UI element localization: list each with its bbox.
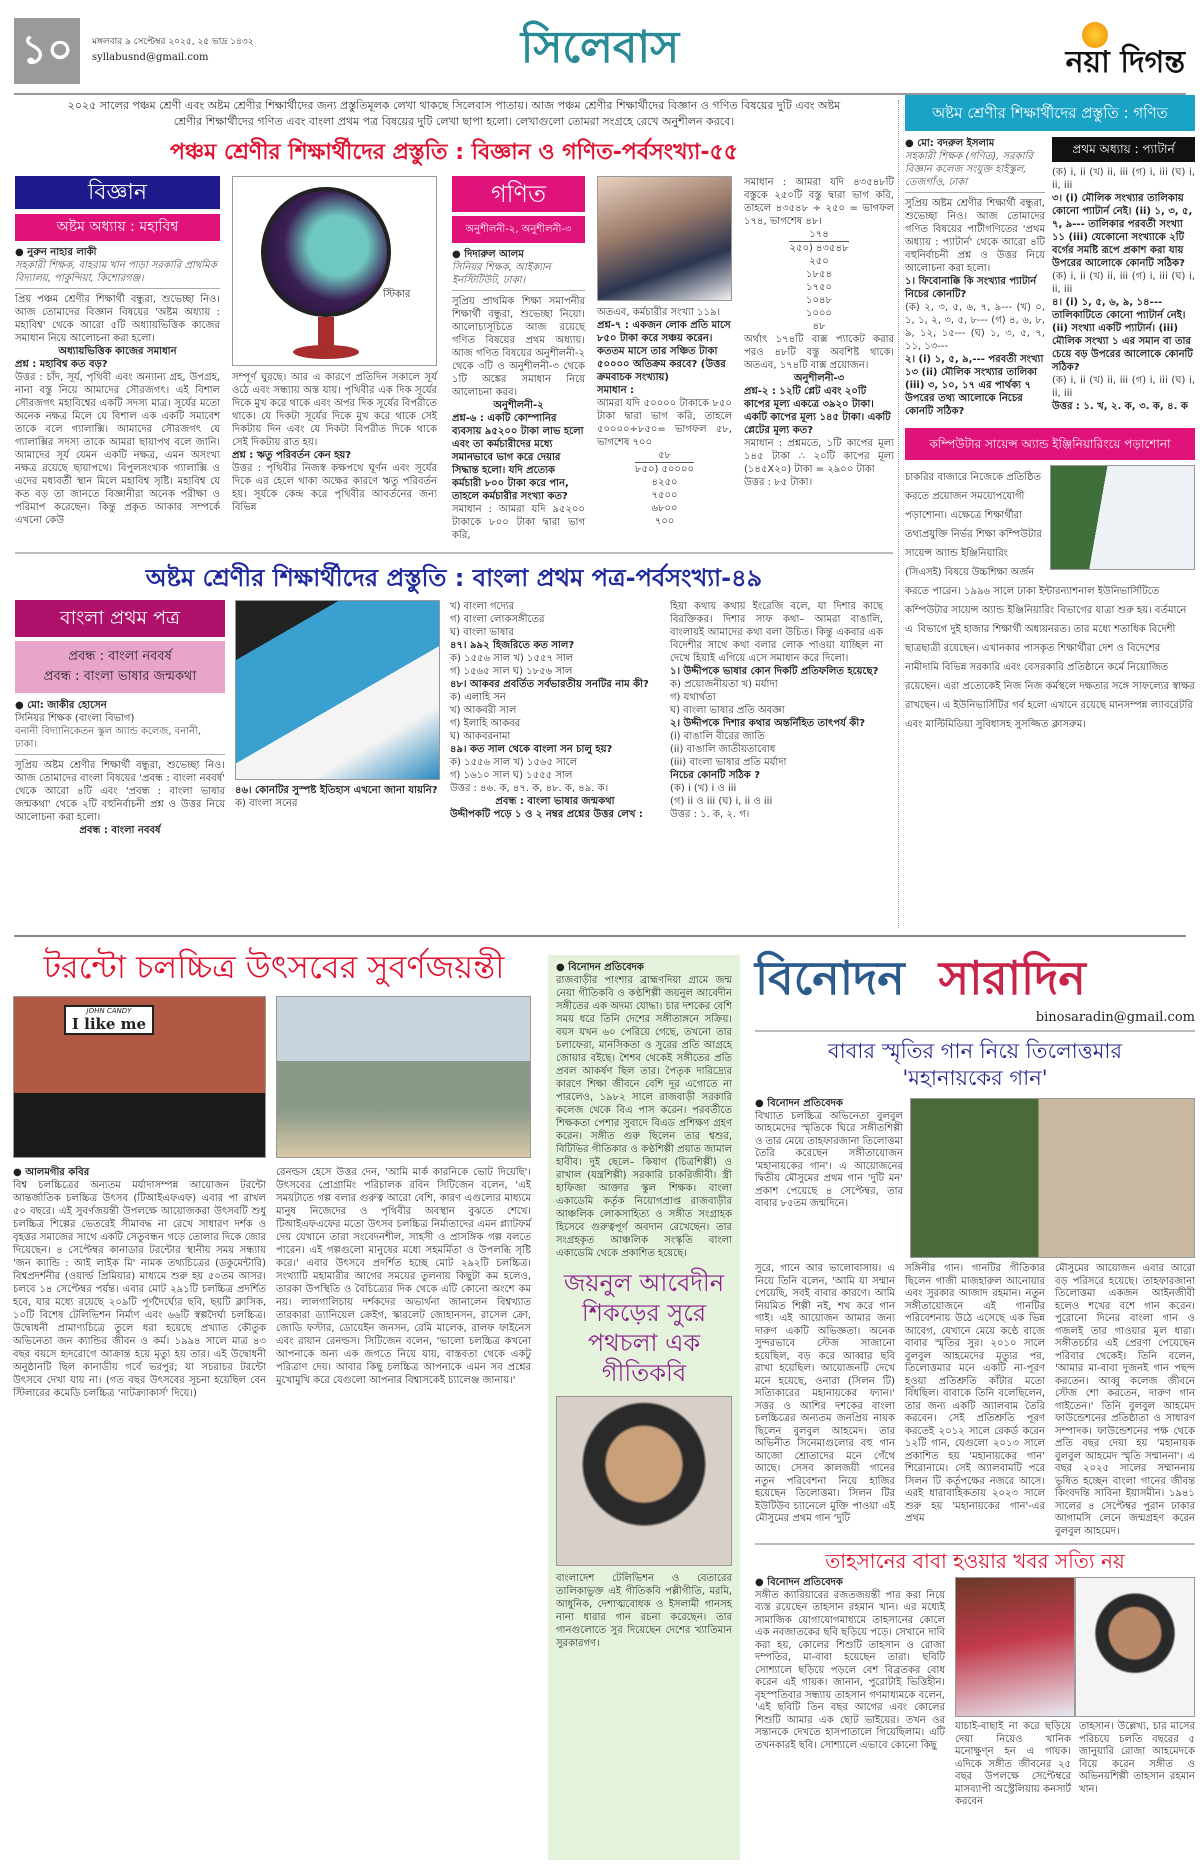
option: গ) ১৬১০ সাল ঘ) ১৫৫৫ সাল xyxy=(450,770,573,781)
solution-label: সমাধান : xyxy=(597,385,635,396)
exercise-title: অনুশীলনী-২ xyxy=(493,400,544,411)
option: (i) বাঙালি বীরের জাতি xyxy=(670,731,765,742)
question: ২। উদ্দীপকে দিশার কথার অন্তর্নিহিত তাৎপর্য কী? xyxy=(670,718,866,729)
question: প্রশ্ন-৬ : একটি কোম্পানির ব্যবসায় ৯৫২০০ টাকা লাভ হলো এবং তা কর্মচারীদের মধ্যে সমানভাবে ভাগ করে দেয়ার সিদ্ধান্ত হলো। যদি প্রত্যেক কর্মচারী ৮০০ টাকা করে পান, তাহলে কর্মচারীর সংখ্যা কত? xyxy=(452,413,584,502)
right-column xyxy=(905,95,1195,731)
option: গ) যথার্থতা xyxy=(670,692,716,703)
option: গ) বাংলা লোকসঙ্গীতের xyxy=(450,614,545,625)
question: প্রশ্ন : ঋতু পরিবর্তন কেন হয়? xyxy=(232,450,352,461)
option: (ক) i (খ) i ও iii xyxy=(670,783,737,794)
science-body xyxy=(15,246,220,527)
bangla-body xyxy=(15,699,225,837)
options: (ক) i, ii (খ) ii, iii (গ) i, iii (ঘ) i, ii, iii xyxy=(1052,167,1195,191)
math-chapter-banner: অনুশীলনী-২, অনুশীলনী-৩ xyxy=(452,216,585,243)
sign-small-text: JOHN CANDY xyxy=(86,1007,132,1015)
math-article-col3 xyxy=(744,176,894,489)
class5-headline: পঞ্চম শ্রেণীর শিক্ষার্থীদের প্রস্তুতি : বিজ্ঞান ও গণিত-পর্বসংখ্যা-৫৫ xyxy=(169,140,739,165)
division-line: ১০৪৮ xyxy=(806,295,832,306)
section-email: syllabusnd@gmail.com xyxy=(92,52,209,63)
tilottama-col1: সুরে, গানে আর ভালোবাসায়। এ নিয়ে তিনি বলেন, 'আমি যা সম্মান পেয়েছি, সবই বাবার কারণে। আমি নিয়মিত শিল্পী নই, শখ করে গান গাই। এই আয়োজন আমার জন্য দারুণ একটি অভিজ্ঞতা। অনেক সুন্দরভাবে স্টেজ সাজানো হয়েছিল, বড় করে আব্বার ছবি রাখা হয়েছিল। আয়োজনটি দেখে মনে হয়েছে, ওনারা (সিলন টি) সত্যিকারের মহানায়কের ফ্যান।' সত্তর ও আশির দশকের বাংলা চলচ্চিত্রের অন্যতম জনপ্রিয় নায়ক ছিলেন বুলবুল আহমেদ। তার অভিনীত সিনেমাগুলোর বহু গান আজো শ্রোতাদের মনে গেঁথে আছে। সেসব কালজয়ী গানের নতুন পরিবেশনা নিয়ে হাজির হয়েছেন তিলোত্তমা। সিলন টির ইউটিউব চ্যানেলে মুক্তি পাওয়া এই মৌসুমের প্রথম গান 'দুটি xyxy=(755,1263,895,1524)
answer: উত্তর : পৃথিবীর নিজস্ব কক্ষপথে ঘূর্ণন এবং সূর্যের দিকে এর হেলে থাকা অক্ষের কারণে ঋতু পরিবর্তন হয়। সূর্যকে কেন্দ্র করে পৃথিবীর আবর্তনের জন্য বিভিন্ন xyxy=(232,463,437,513)
tahsan-photos xyxy=(955,1577,1195,1717)
math-subject-banner: গণিত xyxy=(452,176,585,212)
left-main-area xyxy=(15,98,893,837)
column-divider xyxy=(898,100,899,928)
author-name: ● বিনোদন প্রতিবেদক xyxy=(556,961,732,974)
option: (ii) বাঙালি জাতীয়তাবোধ xyxy=(670,744,776,755)
solution: সমাধান : প্রশ্নমতে, ১টি কাপের মূল্য ১৪৫ টাকা ∴ ২০টি কাপের মূল্য (১৪৫X২০) টাকা = ২৯০০ টাকা xyxy=(744,438,894,475)
newspaper-logo: নয়া দিগন্ত xyxy=(1065,45,1185,80)
solution: আমরা যদি ৫০০০০ টাকাকে ৮৫০ টাকা দ্বারা ভাগ করি, তাহলে ৫০০০০÷৮৫০= ভাগফল ৫৮, ভাগশেষ ৭০০ xyxy=(597,398,732,448)
zainul-portrait xyxy=(556,1396,732,1566)
article-intro: সুপ্রিয় প্রাথমিক শিক্ষা সমাপনীর শিক্ষার্থী বন্ধুরা, শুভেচ্ছা নিয়ো। আলোচ্যসূচিতে আজ রয়েছে গণিত বিষয়ের প্রথম অধ্যায়। আজ গণিত বিষয়ের অনুশীলনী-২ থেকে ৩টি ও অনুশীলনী-৩ থেকে ১টি অঙ্কের সমাধান নিয়ে আলোচনা করব। xyxy=(452,296,585,398)
chapter-banner: প্রথম অধ্যায় : প্যাটার্ন xyxy=(1052,137,1195,162)
option: গ) ইলাহি আকবর xyxy=(450,718,521,729)
question: প্রশ্ন-২ : ১২টি প্লেট এবং ২০টি কাপের মূল্য একত্রে ৩৯২০ টাকা। একটি কাপের মূল্য ১৪৫ টাকা। একটি প্লেটের মূল্য কত? xyxy=(744,386,891,436)
stimulus-prompt: উদ্দীপকটি পড়ে ১ ও ২ নম্বর প্রশ্নের উত্তর লেখ : xyxy=(450,809,643,820)
bangla-subject-banner: বাংলা প্রথম পত্র xyxy=(15,600,225,637)
question: ৪৯। কত সাল থেকে বাংলা সন চালু হয়? xyxy=(450,744,613,755)
class8-bangla-headline: অষ্টম শ্রেণীর শিক্ষার্থীদের প্রস্তুতি : বাংলা প্রথম পত্র-পর্বসংখ্যা-৪৯ xyxy=(145,564,763,592)
option: (গ) ii ও iii (ঘ) i, ii ও iii xyxy=(670,796,773,807)
author-name: ● বিনোদন প্রতিবেদক xyxy=(755,1577,945,1590)
result: অতএব, কর্মচারীর সংখ্যা ১১৯। xyxy=(597,307,721,318)
article-text: বিখ্যাত চলচ্চিত্র অভিনেতা বুলবুল আহমেদের স্মৃতিকে ঘিরে সঙ্গীতশিল্পী ও তার মেয়ে তাহফারজানা তিলোত্তমা তৈরি করেছেন সঙ্গীতায়োজন 'মহানায়কের গান'। এ আয়োজনের দ্বিতীয় মৌসুমের প্রথম গান 'দুটি মন' প্রকাশ পেয়েছে ৪ সেপ্টেম্বর, তার বাবার ৮৫তম জন্মদিনে। xyxy=(755,1110,903,1209)
class8-math-banner: অষ্টম শ্রেণীর শিক্ষার্থীদের প্রস্তুতি : গণিত xyxy=(905,95,1195,131)
division-line: ১৮৫৪ xyxy=(806,269,832,280)
tiff-headline: টরন্টো চলচ্চিত্র উৎসবের সুবর্ণজয়ন্তী xyxy=(43,948,505,986)
story-divider xyxy=(755,1543,1195,1545)
binodon-section xyxy=(755,946,1195,1809)
division-line: ৪৮ xyxy=(812,321,826,332)
answer: উত্তর : ৮৫ টাকা। xyxy=(744,477,813,488)
question: ৪৮। আকবর প্রবর্তিত সর্বভারতীয় সনটির নাম কী? xyxy=(450,679,649,690)
page-divider xyxy=(14,935,1186,937)
tilottama-col2: সঙ্গিনীর গান। গানটির গীতিকার ছিলেন গাজী মাজহারুল আনোয়ার এবং সুরকার আজাদ রহমান। নতুন সঙ্গীতায়োজনে এই গানটির পরিবেশনায় উঠে এসেছে এক ভিন্ন আবেগ, যেখানে মেয়ে কণ্ঠে বাজে বাবার স্মৃতির সুর। ২০১০ সালে বুলবুল আহমেদের মৃত্যুর পর, তিলোত্তমার মনে একটি না-পূরণ হওয়া প্রতিশ্রুতি কাঁটার মতো বিঁধছিল। বাবাকে তিনি বলেছিলেন, তার জন্য একটি অ্যালবাম তৈরি করবেন। সেই প্রতিশ্রুতি পূরণ করতেই ২০১২ সালে রেকর্ড করেন ১২টি গান, যেগুলো ২০১৩ সালে প্রকাশিত হয় 'মহানায়কের গান' শিরোনামে। সেই অ্যালবামটি পরে সিলন টি কর্তৃপক্ষের নজরে আসে। এরই ধারাবাহিকতায় ২০২৩ সালে শুরু হয় 'মহানায়কের গান'-এর প্রথম xyxy=(905,1263,1045,1524)
author-name: ● বিনোদন প্রতিবেদক xyxy=(755,1098,903,1111)
bangla-article xyxy=(15,600,225,837)
tahsan-col3: তাহসান। উল্লেখ্য, চার মাসের পরিচয়ে চলতি বছরের ৫ জানুয়ারি রোজা আহমেদকে বিয়ে করেন সঙ্গীত ও অভিনয়শিল্পী তাহসান রহমান খান। xyxy=(1079,1721,1195,1795)
options: (ক) i, ii (খ) ii, iii (গ) i, iii (ঘ) i, ii, iii xyxy=(1052,375,1195,399)
question: নিচের কোনটি সঠিক ? xyxy=(670,770,761,781)
option: খ) বাংলা গদ্যের xyxy=(450,601,515,612)
option: ক) এলাহি সন xyxy=(450,692,506,703)
john-candy-premiere-photo xyxy=(13,996,266,1158)
exercise-title: অনুশীলনী-৩ xyxy=(793,373,845,384)
math-body xyxy=(452,248,585,542)
question: ১। উদ্দীপকে ভাষার কোন দিকটি প্রতিফলিত হয়েছে? xyxy=(670,666,879,677)
math-article-col2 xyxy=(597,176,732,528)
options: (ক) ২, ৩, ৫, ৬, ৭, ৯--- (খ) ০, ১, ১, ২, ৩, ৫, ৮--- (গ) ৪, ৬, ৮, ৯, ১২, ১৫--- (ঘ) ১, ৩, ৫, ৭, ১১, ১৩--- xyxy=(905,302,1045,352)
option: ক) ১৫৫৬ সাল খ) ১৫৬৫ সালে xyxy=(450,757,578,768)
section-logo: সিলেবাস xyxy=(520,22,680,73)
tahsan-right xyxy=(955,1577,1195,1809)
option: ঘ) বাংলা ভাষার xyxy=(450,627,514,638)
zainul-headline: জয়নুল আবেদীন শিকড়ের সুরে পথচলা এক গীতিকবি xyxy=(563,1269,725,1387)
long-division xyxy=(744,228,894,333)
author-name: ● মো: জাকীর হোসেন xyxy=(15,699,225,712)
option: ক) ১৫৫৬ সাল খ) ১৫৫৭ সাল xyxy=(450,653,574,664)
division-line: ৫৮ xyxy=(658,450,671,461)
tahsan-portrait xyxy=(1075,1577,1195,1717)
author-affiliation: বনানী বিদ্যানিকেতন স্কুল অ্যান্ড কলেজ, বনানী, ঢাকা। xyxy=(15,725,225,755)
science-article-col2 xyxy=(232,176,437,514)
author-name: ● নুরুন নাহার লাকী xyxy=(15,246,220,259)
globe-icon xyxy=(261,187,391,317)
question: ৪৬। কোনটির সুস্পষ্ট ইতিহাস এখনো জানা যায়নি? xyxy=(235,785,438,796)
question: প্রশ্ন : মহাবিশ্ব কত বড়? xyxy=(15,359,108,370)
option: ক) প্রয়োজনীয়তা খ) মর্যাদা xyxy=(670,679,778,690)
article-intro: সুপ্রিয় অষ্টম শ্রেণীর শিক্ষার্থী বন্ধুরা, শুভেচ্ছা নিও। আজ তোমাদের গণিত বিষয়ের পাটীগণিতের 'প্রথম অধ্যায় : প্যাটার্ন' থেকে আরো ৪টি বহুনির্বাচনী প্রশ্ন ও উত্তর নিয়ে আলোচনা করা হলো। xyxy=(905,198,1045,274)
bangla-col2 xyxy=(450,600,660,821)
cse-text: চাকরির বাজারে নিজেকে প্রতিষ্ঠিত করতে প্রয়োজন সময়োপযোগী পড়াশোনা। এক্ষেত্রে শিক্ষার্থীরা তথ্যপ্রযুক্তি নির্ভর শিক্ষা কম্পিউটার সায়েন্স অ্যান্ড ইঞ্জিনিয়ারিং (সিএসই) বিষয়ে উচ্চশিক্ষা অর্জন করতে পারেন। ১৯৯৬ সালে ঢাকা ইন্টারন্যাশনাল ইউনিভার্সিটিতে কম্পিউটার সায়েন্স অ্যান্ড ইঞ্জিনিয়ারিং বিভাগের যাত্রা শুরু হয়। বর্তমানে এ xyxy=(905,472,1187,635)
question: ২। (i) ১, ৫, ৯,--- পরবর্তী সংখ্যা ১৩ (ii) মৌলিক সংখ্যার তালিকা (iii) ৩, ১০, ১৭ এর পার্থক্য ৭ উপরের তথ্য আলোকে নিচের কোনটি সঠিক? xyxy=(905,354,1044,417)
article-text: সঙ্গীত ক্যারিয়ারের রজতজয়ন্তী পার করা নিয়ে ব্যস্ত রয়েছেন তাহসান রহমান খান। এর মধ্যেই সামাজিক যোগাযোগমাধ্যমে তাহসানের কোলে এক নবজাতকের ছবি ছড়িয়ে পড়ে। সেখানে দাবি করা হয়, কোলের শিশুটি তাহসান ও রোজা দম্পতির, মা-বাবা হয়েছেন তারা। ছবিটি সোশ্যালে ছড়িয়ে পড়লে বেশ বিব্রতকর বোধ করেন এই গায়ক। জানান, পুরোটাই ভিত্তিহীন। বৃহস্পতিবার সন্ধ্যায় তাহসান গণমাধ্যমকে বলেন, 'এই ছবিটি তিন বছর আগের এবং কোলের শিশুটি আমার এক ছোট ভাইয়ের। তখন ওর সন্তানকে দেখতে হাসপাতালে গিয়েছিলাম। এটি তখনকারই ছবি। সোশ্যালে এভাবে কোনো কিছু xyxy=(755,1589,945,1751)
section-divider xyxy=(15,552,893,554)
students-photo xyxy=(597,176,732,301)
question: ৪। (i) ১, ৫, ৬, ৯, ১৪--- তালিকাটিতে কোনো প্যাটার্ন নেই। (ii) সংখ্যা একটি প্যাটার্ন। (iii) মৌলিক সংখ্যা ১ এর সমান বা তার চেয়ে বড় উপরের আলোকে কোনটি সঠিক? xyxy=(1052,297,1193,373)
science-chapter-banner: অষ্টম অধ্যায় : মহাবিশ্ব xyxy=(15,214,220,241)
cse-text-continued: বিভাগে দুই হাজার শিক্ষার্থী অধ্যয়নরত। তার মধ্যে শতাধিক বিদেশী ছাত্রছাত্রী রয়েছেন। এখানকার পাসকৃত শিক্ষার্থীরা দেশ ও বিদেশের নামীদামি বিভিন্ন সরকারি এবং বেসরকারি প্রতিষ্ঠানে কর্মে নিয়োজিত রয়েছেন। এরা প্রত্যেকেই নিজ নিজ কর্মস্থলে দক্ষতার সঙ্গে সাফল্যের স্বাক্ষর রাখছেন। এ ইউনিভার্সিটির গর্ব হলো এখানে রয়েছে মানসম্পন্ন ল্যাবরেটরি এবং মাল্টিমিডিয়া সুবিধাসহ সুসজ্জিত ক্লাসরুম। xyxy=(905,624,1195,730)
bangla-photo-col xyxy=(235,600,440,810)
tilottama-bulbul-photo xyxy=(910,1098,1195,1258)
logo-part-2: সারাদিন xyxy=(938,951,1086,1005)
answer: উত্তর : ৪৬. ক, ৪৭. ক, ৪৮. ক, ৪৯. ক। xyxy=(450,783,609,794)
tilottama-columns xyxy=(755,1263,1195,1538)
globe-stand xyxy=(318,317,334,347)
option: খ) আকবরী সাল xyxy=(450,705,517,716)
option: ক) বাংলা সনের xyxy=(235,798,298,809)
bangla-row xyxy=(15,600,893,837)
intro-text: ২০২৫ সালের পঞ্চম শ্রেণী এবং অষ্টম শ্রেণীর শিক্ষার্থীদের জন্য প্রস্তুতিমূলক লেখা থাকছে সিলেবাস পাতায়। আজ পঞ্চম শ্রেণীর শিক্ষার্থীদের বিজ্ঞান ও গণিত বিষয়ের দুটি এবং অষ্টম শ্রেণীর শিক্ষার্থীদের গণিত এবং বাংলা প্রথম পত্র বিষয়ের দুটি লেখা ছাপা হলো। লেখাগুলো তোমরা সংগ্রহে রেখে অনুশীলন করবে। xyxy=(67,99,841,128)
division-line: ১৭৫০ xyxy=(806,282,832,293)
division-line: ২৫০) ৪৩৫৪৮ xyxy=(789,243,849,254)
article-intro: প্রিয় পঞ্চম শ্রেণীর শিক্ষার্থী বন্ধুরা, শুভেচ্ছা নিও। আজ তোমাদের বিজ্ঞান বিষয়ের 'অষ্টম অধ্যায় : মহাবিশ্ব' থেকে আরো ৫টি অধ্যায়ভিত্তিক কাজের সমাধান নিয়ে আলোচনা করা হলো। xyxy=(15,294,220,344)
tiff-text xyxy=(13,1166,535,1400)
tilottama-top xyxy=(755,1098,1195,1258)
zainul-feature-box xyxy=(548,955,740,1860)
class8-math-body xyxy=(905,137,1195,418)
tilottama-col3: মৌসুমের আয়োজন এবার আরো বড় পরিসরে হয়েছে। তাহফারজানা তিলোত্তমা একজন আইনজীবী হলেও শখের বশে গান করেন। পুরোনো দিনের বাংলা গান ও গজলই তার গাওয়ার মূল ধারা। সঙ্গীতচর্চার এই প্রেরণা পেয়েছেন পরিবার থেকেই। তিনি বলেন, 'আমার মা-বাবা দুজনই গান পছন্দ করতেন। আব্বু কলেজ জীবনে স্টেজ শো করতেন, দারুণ গান গাইতেন।' তিনি বুলবুল আহমেদ ফাউন্ডেশনের প্রতিষ্ঠাতা ও সাধারণ সম্পাদক। ফাউন্ডেশনের পক্ষ থেকে প্রতি বছর দেয়া হয় 'মহানায়ক বুলবুল আহমেদ স্মৃতি সম্মাননা'। এ বছর ২০২৫ সালের সম্মাননায় ভূষিত হচ্ছেন বাংলা গানের জীবন্ত কিংবদন্তি সাবিনা ইয়াসমীন। ১৯৪১ সালের ৪ সেপ্টেম্বর পুরান ঢাকার আগামসি লেনে জন্মগ্রহণ করেন বুলবুল আহমেদ। xyxy=(1055,1263,1195,1537)
options: (ক) i, ii (খ) ii, iii (গ) i, iii (ঘ) i, ii, iii xyxy=(1052,271,1195,295)
science-subject-banner: বিজ্ঞান xyxy=(15,176,220,209)
division-line: ১০০০ xyxy=(806,308,832,319)
author-name: ● দিদারুল আলম xyxy=(452,248,585,261)
tahsan-newborn-photo xyxy=(955,1577,1075,1717)
option: (iii) বাংলা ভাষার প্রতি মর্যাদা xyxy=(670,757,787,768)
tahsan-text-row xyxy=(955,1721,1195,1809)
author-affiliation: সহকারী শিক্ষক, বাহরাম খান পাড়া সরকারি প্রাথমিক বিদ্যালয়, পাকুন্দিয়া, কিশোরগঞ্জ। xyxy=(15,259,220,289)
class8-math-col1 xyxy=(905,137,1045,418)
question: প্রশ্ন-৭ : একজন লোক প্রতি মাসে ৮৫০ টাকা করে সঞ্চয় করেন। কততম মাসে তার সঞ্চিত টাকা ৫০০০০ অতিক্রম করবে? (উত্তর ক্রমবাচক সংখ্যায়) xyxy=(597,320,731,383)
division-line: ৭০০ xyxy=(654,516,675,527)
section-title: অধ্যায়ভিত্তিক কাজের সমাধান xyxy=(58,346,177,357)
schoolgirls-photo xyxy=(235,600,440,780)
question: ৩। (i) মৌলিক সংখ্যার তালিকায় কোনো প্যাটার্ন নেই। (ii) ১, ৩, ৫, ৭, ৯--- তালিকার পরবর্তী সংখ্যা ১১ (iii) যেকোনো সংখ্যাকে ২টি বর্গের সমষ্টি রূপে প্রকাশ করা যায় উপরের আলোকে কোনটি সঠিক? xyxy=(1052,193,1193,269)
stimulus-text: হিয়া কথায় কথায় ইংরেজি বলে, যা দিশার কাছে বিরক্তিকর। দিশার সাফ কথা– আমরা বাঙালি, বাংলায়ই আমাদের কথা বলা উচিত। কিন্তু একবার এক বিদেশীর সাথে কথা বলার লোক পাওয়া যাচ্ছিল না দেখে হিয়াই এগিয়ে এসে সমাধান করে দিলো। xyxy=(670,601,883,664)
issue-date: মঙ্গলবার ৯ সেপ্টেম্বর ২০২৫, ২৫ ভাদ্র ১৪৩২ xyxy=(92,37,254,47)
result: অর্থাৎ ১৭৪টি বাক্স প্যাকেট করার পরও ৪৮টি বস্তু অবশিষ্ট থাকে। অতএব, ১৭৪টি বাক্স প্রয়োজন। xyxy=(744,334,894,371)
cse-banner: কম্পিউটার সায়েন্স অ্যান্ড ইঞ্জিনিয়ারিংয়ে পড়াশোনা xyxy=(905,428,1195,460)
science-article xyxy=(15,176,220,527)
university-building-photo xyxy=(1050,465,1195,570)
article-text: বিশ্ব চলচ্চিত্রের অন্যতম মর্যাদাসম্পন্ন আয়োজন টরন্টো আন্তর্জাতিক চলচ্চিত্র উৎসব (টিআইএফএফ) এবার পা রাখল ৫০ বছরে। এই সুবর্ণজয়ন্তী উপলক্ষে আয়োজকরা উৎসবটি শুধু চলচ্চিত্র শিল্পের ভেতরেই সীমাবদ্ধ না রেখে সাধারণ দর্শক ও বৃহত্তর সমাজের সাথে একটি সেতুবন্ধন গড়ে তোলার দিকে জোর দিয়েছেন। ৪ সেপ্টেম্বর কানাডার টরন্টোর স্থানীয় সময় সন্ধ্যায় 'জন ক্যান্ডি : আই লাইক মি' নামক তথ্যচিত্রের (ডকুমেন্টারি) বিশ্বপ্রদর্শনীর (ওয়ার্ল্ড প্রিমিয়ার) মাধ্যমে শুরু হয় ৫০তম আসর। চলবে ১৪ সেপ্টেম্বর পর্যন্ত। এবার মোট ২৯১টি চলচ্চিত্র প্রদর্শিত হবে, যার মধ্যে রয়েছে ২০৯টি পূর্ণদৈর্ঘ্যের ছবি, ছয়টি ক্লাসিক, ১০টি বিশেষ টেলিভিশন নির্মাণ এবং ৬৬টি স্বল্পদৈর্ঘ্য চলচ্চিত্র। উদ্বোধনী প্রামাণ্যচিত্রে তুলে ধরা হয়েছে প্রখ্যাত কৌতুক অভিনেতা জন ক্যান্ডির জীবন ও কর্ম। ১৯৯৪ সালে মাত্র ৪৩ বছর বয়সে হৃদরোগে আক্রান্ত হয়ে মৃত্যু হয় তার। এই উদ্বোধনী অনুষ্ঠানটি ছিল কানাডীয় গর্বে ভরপুর; যা সচরাচর টরন্টো উৎসবে দেখা যায় না। (গত বছর উৎসবের সূচনা হয়েছিল বেন স্টিলারের কমেডি চলচ্চিত্র 'নাটক্র্যাকার্স' দিয়ে।) xyxy=(13,1180,266,1399)
answer: উত্তর : চাঁদ, সূর্য, পৃথিবী এবং অন্যান্য গ্রহ, উপগ্রহ, নানা বস্তু নিয়ে আমাদের সৌরজগৎ। এই বিশাল সৌরজগৎ মহাবিশ্বের একটি সদস্য মাত্র। সূর্যের মতো অনেক নক্ষত্র মিলে যে বিশাল এক একটি সমাবেশ তাকে বলে গ্যালাক্সি। আমাদের সৌরজগৎ যে গ্যালাক্সির সদস্য তাকে আমরা ছায়াপথ বলে জানি। আমাদের সূর্য যেমন একটি নক্ষত্র, এমন অসংখ্য নক্ষত্র রয়েছে ছায়াপথে। বিপুলসংখ্যক গ্যালাক্সি ও এদের মধ্যবর্তী স্থান মিলে মহাবিশ্ব সৃষ্টি। মহাবিশ্ব যে কত বড় তা জানতে বিজ্ঞানীরা অনেক পরীক্ষা ও পরিমাপ করেছেন। কিন্তু প্রকৃত আকার সম্পর্কে এখনো কেউ xyxy=(15,372,220,526)
solution: সমাধান : আমরা যদি ৪৩৫৪৮টি বস্তুকে ২৫০টি বস্তু দ্বারা ভাগ করি, তাহলে ৪৩৫৪৮ ÷ ২৫০ = ভাগফল ১৭৪, ভাগশেষ ৪৮। xyxy=(744,177,894,227)
long-division xyxy=(597,449,732,528)
tahsan-col2: যাচাই-বাছাই না করে ছড়িয়ে দেয়া নিয়েও খানিক মনোক্ষুণ্ন হন এ গায়ক। এদিকে সঙ্গীত জীবনের ২৫ বছর উপলক্ষে সেপ্টেম্বরে মাসব্যাপী অস্ট্রেলিয়ায় কনসার্ট করবেন xyxy=(955,1721,1071,1807)
division-line: ৮৫০) ৫০০০০ xyxy=(634,464,695,475)
class5-row xyxy=(15,176,893,542)
solution: সমাধান : আমরা যদি ৯৫২০০ টাকাকে ৮০০ টাকা দ্বারা ভাগ করি, xyxy=(452,504,585,541)
author-affiliation: সিনিয়র শিক্ষক (বাংলা বিভাগ) xyxy=(15,713,135,724)
division-line: ২৫০ xyxy=(809,256,829,267)
globe-image xyxy=(232,176,437,366)
logo-part-1: বিনোদন xyxy=(755,951,905,1005)
author-name: ● মো: বদরুল ইসলাম xyxy=(905,137,1045,150)
globe-label: স্টিকার xyxy=(383,289,411,300)
headline-line: বাবার স্মৃতির গান নিয়ে তিলোত্তমার xyxy=(827,1039,1123,1063)
option: ঘ) আকবরনামা xyxy=(450,731,511,742)
article-text: রাজবাড়ীর পাংশার ব্রাহ্মণদিয়া গ্রামে জন্ম নেয়া গীতিকবি ও কণ্ঠশিল্পী জয়নুল আবেদীন সঙ্গীতের এক অদম্য যোদ্ধা। চার দশকের বেশি সময় ধরে তিনি দেশের সঙ্গীতাঙ্গনে সক্রিয়। বয়স যখন ৬০ পেরিয়ে গেছে, তখনো তার চলাফেরা, মানসিকতা ও সুরের প্রতি আগ্রহে জোয়ার বইছে। শৈশব থেকেই সঙ্গীতের প্রতি প্রবল আকর্ষণ ছিল তার। পৈতৃক দারিদ্র্যের কারণে শিক্ষা জীবনে বেশি দূর এগোতে না পারলেও, ১৯৮২ সালে রাজবাড়ী সরকারি কলেজ থেকে বিএ পাস করেন। পরবর্তীতে শিক্ষকতা পেশার সুবাদে বিএড প্রশিক্ষণ গ্রহণ করেন। সঙ্গীত গুরু ছিলেন তার শ্বশুর, বিটিভির গীতিকার ও কণ্ঠশিল্পী প্রয়াত জামাল হাবীব। দুই ছেলে– কিষাণ (চিত্রশিল্পী) ও রাখাল (যন্ত্রশিল্পী) সরকারি চাকরিজীবী। স্ত্রী হাফিজা আক্তার স্কুল শিক্ষক। বাংলা একাডেমি কর্তৃক নিয়োগপ্রাপ্ত রাজবাড়ীর আঞ্চলিক লোকসাহিত্য ও সঙ্গীত সংগ্রাহক হিসেবে গুরুত্বপূর্ণ অবদান রেখেছেন। তার সংগ্রহকৃত আঞ্চলিক সংস্কৃতি বাংলা একাডেমি থেকে প্রকাশিত হয়েছে। xyxy=(556,975,732,1259)
division-line: ৬৮০০ xyxy=(651,503,678,514)
section-title: প্রবন্ধ : বাংলা ভাষার জন্মকথা xyxy=(495,796,615,807)
bangla-topic-box xyxy=(15,641,225,693)
globe-base xyxy=(293,345,359,359)
tiff-col2: রেনল্ডস হেসে উত্তর দেন, 'আমি মার্ক কারনিকে ভোট দিয়েছি'। উৎসবের প্রোগ্রামিং পরিচালক রবিন সিটিজেন বলেন, 'এই সময়টাতে গল্প বলার গুরুত্ব আরো বেশি, কারণ এগুলোর মাধ্যমে মানুষ নিজেদের ও পৃথিবীর অবস্থান বুঝতে শেখে। টিআইএফএফের মতো উৎসব চলচ্চিত্র নির্মাতাদের এমন প্ল্যাটফর্ম দেয় যেখানে তারা সংবেদনশীল, সাহসী ও প্রাসঙ্গিক গল্প বলতে পারেন। এই গল্পগুলো মানুষের মধ্যে সহমর্মিতা ও উপলব্ধি সৃষ্টি করে।' এবার উৎসবে প্রদর্শিত হচ্ছে মোট ২৯২টি চলচ্চিত্র। সংখ্যাটি মহামারীর আগের সময়ের তুলনায় কিছুটা কম হলেও, তারকা উপস্থিতি ও বৈচিত্র্যের দিক থেকে এটি কোনো অংশে কম নয়। লালগালিচায় দর্শকদের অভ্যর্থনা জানালেন বিশ্বখ্যাত তারকারা ড্যানিয়েল ক্রেইগ, স্কারলেট জোহানসন, রাসেল ক্রো, জোডি ফস্টার, ডোয়েইন জনসন, রেমি মালেক, রালফ ফাইনেস এবং রায়ান রেনল্ডস। সিটিজেন বলেন, 'ভালো চলচ্চিত্র কখনো আপনাকে অন্য এক জগতে নিয়ে যায়, বাস্তবতা থেকে একটু পরিত্রাণ দেয়। আবার কিছু চলচ্চিত্র আপনাকে এমন সব প্রশ্নের মুখোমুখি করে যেগুলো আপনার বিশ্বাসকেই চ্যালেঞ্জ জানায়।' xyxy=(276,1167,531,1386)
cse-body xyxy=(905,465,1195,731)
question: ৪৭। ৯৯২ হিজরিতে কত সাল? xyxy=(450,640,575,651)
premiere-sign xyxy=(64,1005,154,1035)
binodon-logo xyxy=(755,946,1195,1010)
question: ১। ফিবোনাক্কি কি সংখ্যার প্যাটার্ন নিচের কোনটি? xyxy=(905,276,1037,300)
headline-line: 'মহানায়কের গান' xyxy=(902,1066,1048,1090)
tahsan-headline: তাহসানের বাবা হওয়ার খবর সত্যি নয় xyxy=(825,1549,1125,1573)
math-article xyxy=(452,176,585,542)
answer: উত্তর : ১. ক, ২. গ। xyxy=(670,809,750,820)
binodon-divider xyxy=(755,1030,1195,1032)
option: ঘ) বাংলা ভাষার প্রতি অবজ্ঞা xyxy=(670,705,785,716)
tilottama-headline xyxy=(755,1038,1195,1092)
tiff-col1 xyxy=(13,1166,266,1400)
answer: উত্তর : ১. খ, ২. ক, ৩. ক, ৪. ক xyxy=(1052,401,1188,412)
tilottama-lead xyxy=(755,1098,903,1211)
tiff-photos xyxy=(13,996,535,1158)
division-line: ৪২৫০ xyxy=(651,477,678,488)
author-affiliation: সিনিয়র শিক্ষক, আইক্যান ইনস্টিটিউট, ঢাকা। xyxy=(452,261,585,291)
bangla-col3 xyxy=(670,600,883,821)
division-line: ৭৫০০ xyxy=(651,490,678,501)
tahsan-col1 xyxy=(755,1577,945,1752)
section-title: প্রবন্ধ : বাংলা নববর্ষ xyxy=(79,825,161,836)
division-line: ১৭৪ xyxy=(809,229,829,240)
author-name: ● আলমগীর কবির xyxy=(13,1166,266,1179)
article-intro: সুপ্রিয় অষ্টম শ্রেণীর শিক্ষার্থী বন্ধুরা, শুভেচ্ছা নিও। আজ তোমাদের বাংলা বিষয়ের 'প্রবন্ধ : বাংলা নববর্ষ' থেকে আরো ৪টি এবং 'প্রবন্ধ : বাংলা ভাষার জন্মকথা' থেকে ২টি বহুনির্বাচনী প্রশ্ন ও উত্তর নিয়ে আলোচনা করা হলো। xyxy=(15,760,225,823)
toronto-street-photo xyxy=(276,996,531,1158)
binodon-email: binosaradin@gmail.com xyxy=(1035,1010,1195,1025)
article-text: সম্পূর্ণ ঘুরছে। আর এ কারণে প্রতিদিন সকালে সূর্য ওঠে এবং সন্ধ্যায় অস্ত যায়। পৃথিবীর এক দিক সূর্যের দিকে মুখ করে থাকে এবং অপর দিক সূর্যের বিপরীতে থাকে। যে দিকটা সূর্যের দিকে মুখ করে থাকে সেই দিকটায় দিন এবং যে দিকটা বিপরীত দিকে থাকে সেই দিকটায় রাত হয়। xyxy=(232,372,437,448)
sign-text: I like me xyxy=(71,1015,147,1033)
topic-1: প্রবন্ধ : বাংলা নববর্ষ xyxy=(68,649,172,664)
option: গ) ১৫৬৫ সাল ঘ) ১৮৫৬ সাল xyxy=(450,666,573,677)
class8-math-col2 xyxy=(1052,137,1195,413)
page-number-box: ১০ xyxy=(14,18,80,84)
article-text: বাংলাদেশ টেলিভিশন ও বেতারের তালিকাভুক্ত এই গীতিকবি পল্লীগীতি, মরমি, আধুনিক, দেশাত্মবোধক ও ইসলামী গানসহ নানা ধারার গান রচনা করেছেন। তার গানগুলোতে সুর দিয়েছেন দেশের খ্যাতিমান সুরকারগণ। xyxy=(556,1573,732,1649)
tiff-article xyxy=(13,942,535,1400)
tahsan-body xyxy=(755,1577,1195,1809)
author-affiliation: সহকারী শিক্ষক (গণিত), সরকারি বিজ্ঞান কলেজ সংযুক্ত হাইস্কুল, তেজগাঁও, ঢাকা xyxy=(905,150,1045,193)
topic-2: প্রবন্ধ : বাংলা ভাষার জন্মকথা xyxy=(43,669,197,684)
